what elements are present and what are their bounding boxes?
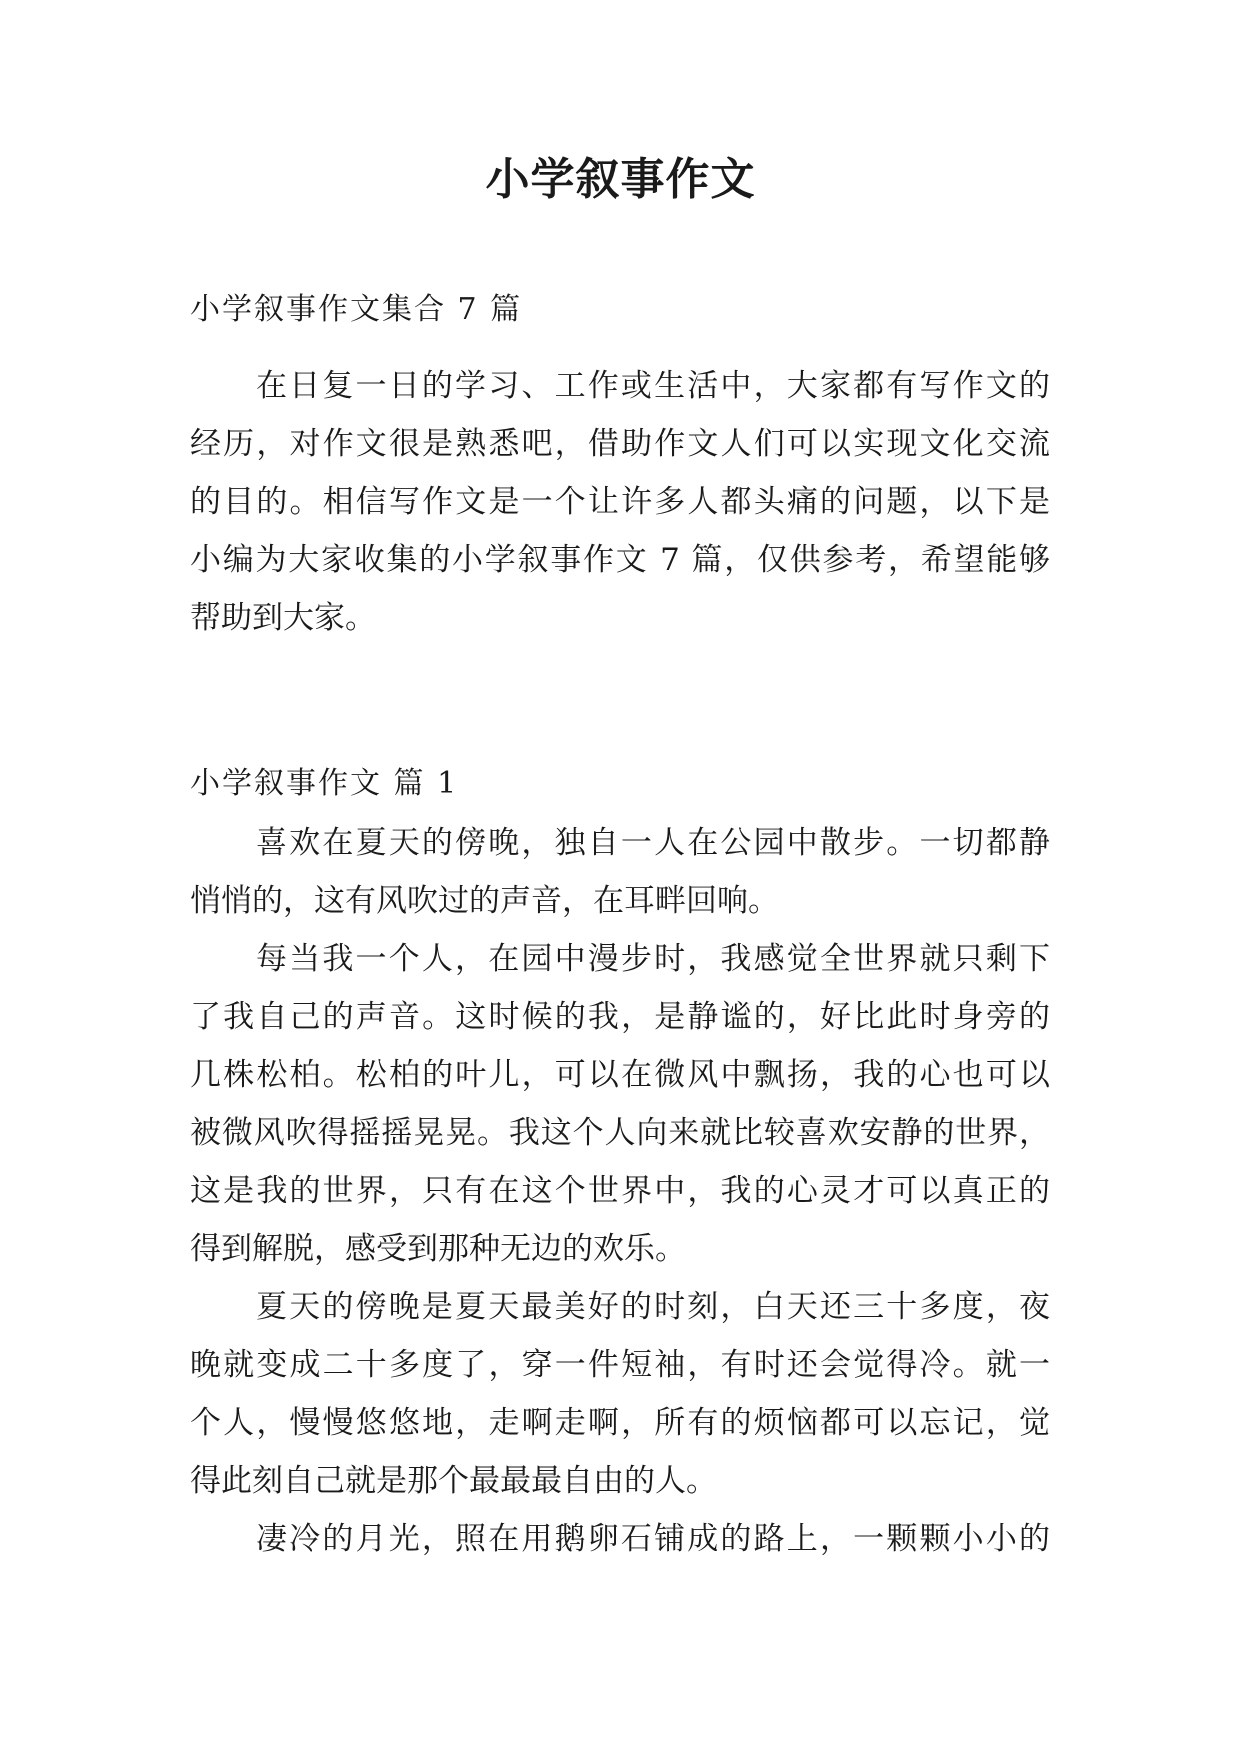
text-line: 每当我一个人，在园中漫步时，我感觉全世界就只剩下 [256,941,1050,977]
text-line: 夏天的傍晚是夏天最美好的时刻，白天还三十多度，夜 [256,1289,1050,1325]
paragraph-1 [190,814,1050,930]
text-line: 被微风吹得摇摇晃晃。我这个人向来就比较喜欢安静的世界， [190,1115,1050,1151]
text-line: 在日复一日的学习、工作或生活中，大家都有写作文的 [256,368,1050,404]
section-heading: 小学叙事作文 篇 1 [190,766,459,801]
text-line: 了我自己的声音。这时候的我，是静谧的，好比此时身旁的 [190,999,1050,1035]
text-line: 这是我的世界，只有在这个世界中，我的心灵才可以真正的 [190,1173,1050,1209]
text-line: 得到解脱，感受到那种无边的欢乐。 [190,1231,686,1267]
text-line: 小编为大家收集的小学叙事作文 7 篇，仅供参考，希望能够 [190,542,1050,578]
paragraph-4 [190,1510,1050,1568]
text-line: 经历，对作文很是熟悉吧，借助作文人们可以实现文化交流 [190,426,1050,462]
text-line: 凄冷的月光，照在用鹅卵石铺成的路上，一颗颗小小的 [256,1521,1050,1557]
intro-paragraph [190,357,1050,647]
text-line: 的目的。相信写作文是一个让许多人都头痛的问题，以下是 [190,484,1050,520]
text-line: 个人，慢慢悠悠地，走啊走啊，所有的烦恼都可以忘记，觉 [190,1405,1050,1441]
text-line: 几株松柏。松柏的叶儿，可以在微风中飘扬，我的心也可以 [190,1057,1050,1093]
paragraph-2 [190,930,1050,1278]
text-line: 晚就变成二十多度了，穿一件短袖，有时还会觉得冷。就一 [190,1347,1050,1383]
document-title: 小学叙事作文 [485,154,756,205]
text-line: 帮助到大家。 [190,600,376,636]
text-line: 悄悄的，这有风吹过的声音，在耳畔回响。 [190,883,779,919]
text-line: 喜欢在夏天的傍晚，独自一人在公园中散步。一切都静 [256,825,1050,861]
document-subtitle: 小学叙事作文集合 7 篇 [190,292,523,327]
text-line: 得此刻自己就是那个最最最自由的人。 [190,1463,717,1499]
paragraph-3 [190,1278,1050,1510]
